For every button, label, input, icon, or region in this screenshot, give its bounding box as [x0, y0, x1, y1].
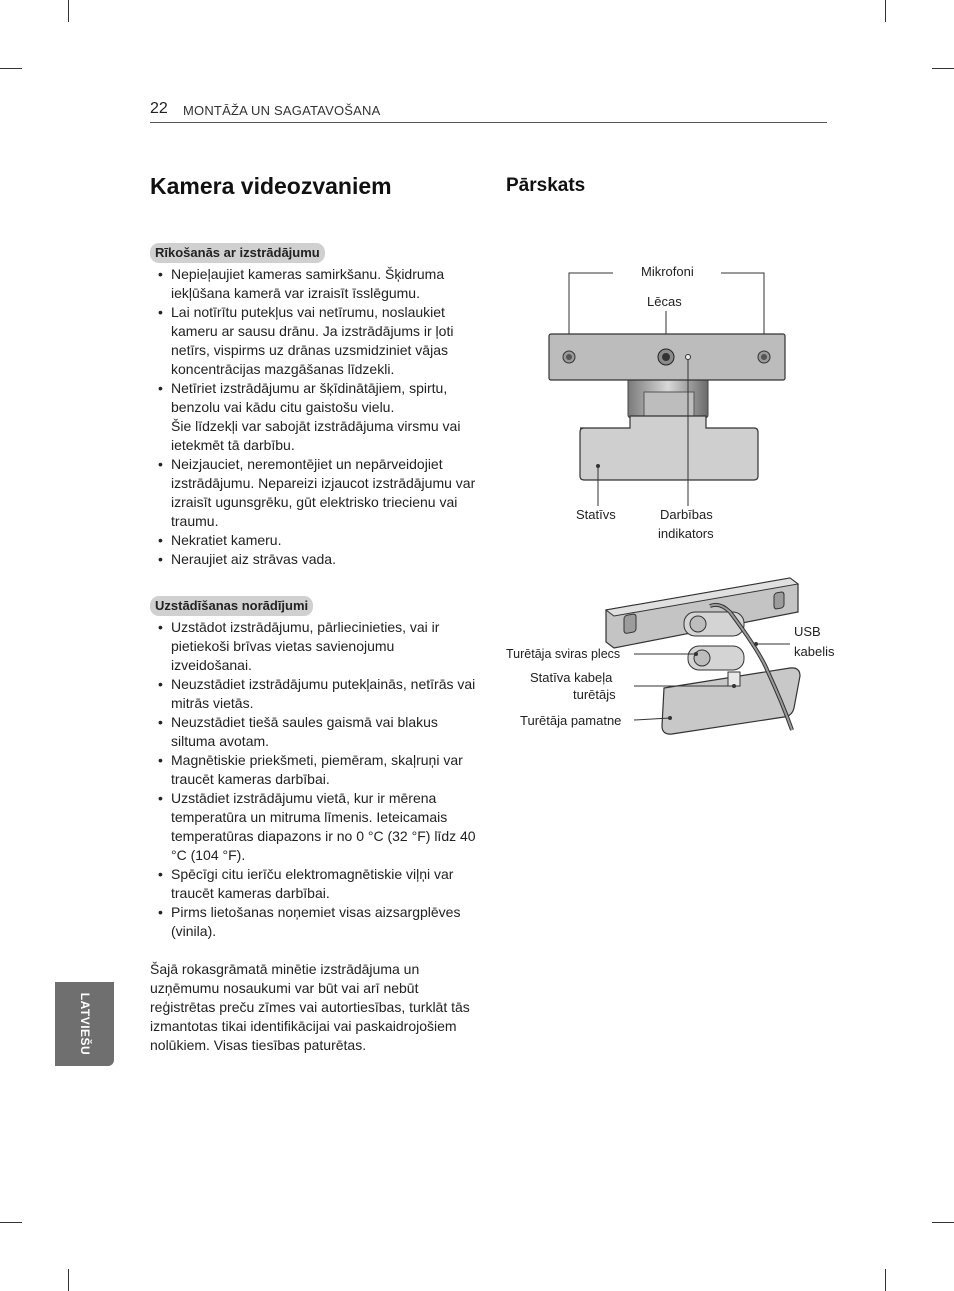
crop-mark	[68, 0, 69, 22]
label-usb-2: kabelis	[794, 644, 835, 659]
list-item: • Lai notīrītu putekļus vai netīrumu, noslaukiet kameru ar sausu drānu. Ja izstrādājums ir ļoti netīrs, vispirms uz drānas uzsmidziniet vājas koncentrācijas mazgāšanas līdzekli.	[150, 303, 478, 379]
label-holder-base: Turētāja pamatne	[520, 713, 622, 728]
trademark-note: Šajā rokasgrāmatā minētie izstrādājuma un uzņēmumu nosaukumi var būt vai arī nebūt reģistrētas preču zīmes vai autortiesības, turklāt tās izmantotas tikai identifikācijai vai paskaidrojošiem nolūkiem. Visas tiesības paturētas.	[150, 961, 470, 1053]
crop-mark	[0, 68, 22, 69]
crop-mark	[68, 1269, 69, 1291]
label-stand: Statīvs	[576, 507, 616, 522]
crop-mark	[932, 1222, 954, 1223]
crop-mark	[885, 0, 886, 22]
list-item: • Uzstādot izstrādājumu, pārliecinieties, vai ir pietiekoši brīvas vietas savienojumu izveidošanai.	[150, 618, 478, 675]
section-title: MONTĀŽA UN SAGATAVOŠANA	[183, 103, 381, 118]
page-number: 22	[150, 100, 168, 117]
label-usb: USB	[794, 624, 821, 639]
label-lens: Lēcas	[647, 294, 682, 309]
language-tab	[55, 982, 114, 1066]
label-indicator-2: indikators	[658, 526, 714, 541]
label-cable-holder: Statīva kabeļa	[530, 670, 613, 685]
camera-back-illustration	[600, 572, 810, 738]
crop-mark	[0, 1222, 22, 1223]
list-item: • Neraujiet aiz strāvas vada.	[150, 550, 478, 569]
list-item: • Nekratiet kameru.	[150, 531, 478, 550]
list-item: • Spēcīgi citu ierīču elektromagnētiskie viļņi var traucēt kameras darbībai.	[150, 865, 478, 903]
handling-list	[150, 265, 478, 569]
installation-heading: Uzstādīšanas norādījumi	[150, 596, 313, 616]
list-item: • Neuzstādiet tiešā saules gaismā vai blakus siltuma avotam.	[150, 713, 478, 751]
list-item: • Magnētiskie priekšmeti, piemēram, skaļruņi var traucēt kameras darbībai.	[150, 751, 478, 789]
page-header	[150, 100, 827, 123]
list-item: • Netīriet izstrādājumu ar šķīdinātājiem, spirtu, benzolu vai kādu citu gaistošu vielu. Šie līdzekļi var sabojāt izstrādājuma virsmu vai ietekmēt tā darbību.	[150, 379, 478, 455]
list-item: • Nepieļaujiet kameras samirkšanu. Šķidruma iekļūšana kamerā var izraisīt īsslēgumu.	[150, 265, 478, 303]
list-item: • Neuzstādiet izstrādājumu putekļainās, netīrās vai mitrās vietās.	[150, 675, 478, 713]
label-lever-plate: Turētāja sviras plecs	[506, 647, 621, 661]
overview-heading: Pārskats	[506, 175, 586, 196]
page-title: Kamera videozvaniem	[150, 173, 392, 199]
installation-list	[150, 618, 478, 941]
list-item: • Neizjauciet, neremontējiet un nepārveidojiet izstrādājumu. Nepareizi izjaucot izstrādājumu var izraisīt ugunsgrēku, gūt elektrisko triecienu vai traumu.	[150, 455, 478, 531]
crop-mark	[932, 68, 954, 69]
label-microphones: Mikrofoni	[641, 264, 694, 279]
handling-heading: Rīkošanās ar izstrādājumu	[150, 243, 325, 263]
list-item: • Uzstādiet izstrādājumu vietā, kur ir mērena temperatūra un mitruma līmenis. Ieteicamais temperatūras diapazons ir no 0 °C (32 °F) līdz 40 °C (104 °F).	[150, 789, 478, 865]
crop-mark	[885, 1269, 886, 1291]
label-indicator: Darbības	[660, 507, 713, 522]
list-item: • Pirms lietošanas noņemiet visas aizsargplēves (vinila).	[150, 903, 478, 941]
label-cable-holder-2: turētājs	[573, 687, 616, 702]
language-label: LATVIEŠU	[77, 992, 92, 1056]
